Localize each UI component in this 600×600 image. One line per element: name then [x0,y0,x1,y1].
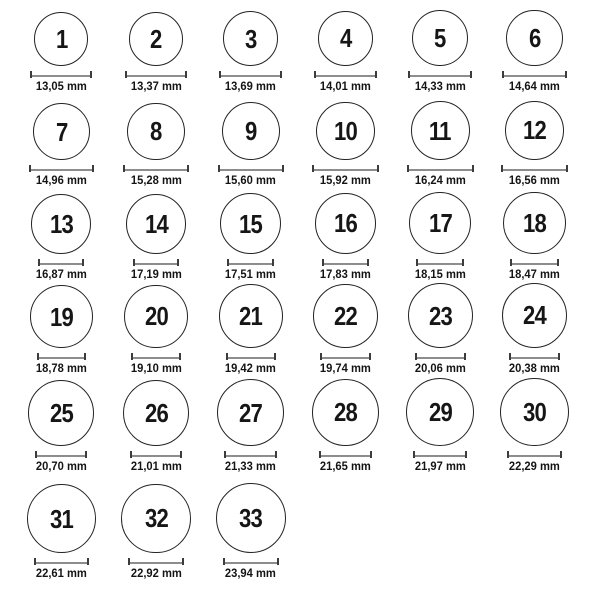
diameter-label: 14,96 mm [35,173,87,187]
ring-size-cell [393,283,488,375]
ring-circle [505,101,565,161]
ring-size-cell [487,283,582,376]
diameter-measure-line [128,558,184,565]
chart-row [14,473,582,580]
ring-size-cell [14,380,109,473]
ring-size-cell [203,379,298,473]
ring-size-number: 11 [429,115,451,146]
ring-size-cell [109,103,204,188]
ring-size-number: 26 [144,397,168,428]
diameter-label: 22,61 mm [35,566,87,580]
ring-circle [500,378,569,447]
ring-circle [223,11,278,66]
ring-size-number: 3 [244,23,257,54]
ring-circle [27,484,96,553]
ring-size-cell [298,379,393,474]
diameter-label: 18,47 mm [509,267,561,281]
ring-size-cell [14,12,109,93]
diameter-label: 23,94 mm [225,566,277,580]
ring-circle [312,379,380,447]
ring-size-number: 31 [49,503,73,534]
diameter-measure-line [510,259,559,266]
chart-row [14,9,582,93]
diameter-label: 13,37 mm [130,79,182,93]
diameter-measure-line [502,71,567,78]
diameter-label: 20,38 mm [509,361,561,375]
diameter-label: 19,74 mm [319,361,371,375]
ring-size-number: 29 [428,397,452,427]
diameter-label: 19,42 mm [225,361,277,375]
ring-size-number: 22 [333,300,357,331]
diameter-label: 21,97 mm [414,459,466,473]
diameter-measure-line [320,353,371,360]
diameter-measure-line [223,558,279,565]
ring-size-cell [298,102,393,188]
ring-size-cell [14,103,109,187]
diameter-measure-line [227,259,274,266]
ring-circle [409,192,471,254]
ring-size-number: 1 [55,24,68,54]
diameter-measure-line [218,165,284,172]
diameter-measure-line [38,259,84,266]
ring-size-number: 27 [239,397,263,428]
ring-size-cell [393,192,488,281]
diameter-measure-line [413,451,467,458]
ring-size-number: 9 [244,116,257,146]
diameter-label: 18,15 mm [414,267,466,281]
ring-size-cell [203,102,298,187]
ring-circle [217,379,284,446]
ring-size-number: 19 [49,301,73,332]
ring-circle [31,194,91,254]
ring-size-number: 24 [523,300,547,331]
diameter-measure-line [407,165,474,172]
ring-size-number: 21 [239,301,263,331]
diameter-label: 17,83 mm [319,267,371,281]
ring-size-cell [298,193,393,282]
ring-size-cell [298,284,393,376]
ring-size-number: 16 [333,208,357,239]
diameter-label: 13,69 mm [225,79,277,93]
ring-size-cell [393,378,488,473]
ring-size-number: 6 [528,22,541,53]
diameter-label: 20,70 mm [35,459,87,473]
ring-size-number: 7 [55,116,68,147]
ring-circle [216,483,286,553]
ring-size-cell [109,194,204,282]
ring-size-cell [393,10,488,93]
ring-size-cell [203,193,298,281]
ring-circle [28,380,94,446]
ring-circle [220,193,281,254]
diameter-measure-line [34,558,89,565]
diameter-measure-line [415,353,466,360]
diameter-label: 14,64 mm [509,79,561,93]
ring-circle [318,11,374,67]
diameter-measure-line [29,165,94,172]
diameter-measure-line [35,451,87,458]
ring-size-number: 15 [239,208,263,239]
chart-row [14,281,582,375]
ring-circle [127,103,185,161]
ring-size-cell [203,483,298,580]
diameter-measure-line [322,259,370,266]
diameter-label: 21,33 mm [225,459,277,473]
ring-size-cell [14,285,109,375]
ring-size-number: 18 [523,207,547,238]
chart-row [14,187,582,281]
diameter-measure-line [133,259,180,266]
diameter-measure-line [501,165,569,172]
ring-size-cell [487,101,582,188]
ring-circle [126,194,187,255]
ring-size-cell [487,378,582,474]
ring-circle [503,192,566,255]
diameter-label: 19,10 mm [130,361,182,375]
diameter-label: 15,92 mm [319,173,371,187]
diameter-label: 16,56 mm [509,173,561,187]
diameter-measure-line [319,451,373,458]
diameter-label: 21,01 mm [130,459,182,473]
chart-row [14,93,582,187]
ring-size-number: 13 [49,209,73,239]
ring-circle [129,12,184,67]
ring-size-cell [487,192,582,282]
diameter-label: 22,92 mm [130,566,182,580]
ring-circle [121,484,191,554]
ring-circle [315,193,377,255]
ring-size-cell [14,194,109,281]
ring-size-cell [109,380,204,474]
diameter-label: 20,06 mm [414,361,466,375]
ring-circle [222,102,280,160]
diameter-label: 15,60 mm [225,173,277,187]
ring-size-number: 10 [333,115,357,146]
diameter-measure-line [408,71,472,78]
diameter-measure-line [30,71,92,78]
diameter-measure-line [226,353,276,360]
ring-size-number: 4 [339,23,352,54]
ring-size-number: 2 [150,23,162,54]
ring-circle [124,285,188,349]
diameter-measure-line [219,71,282,78]
ring-size-number: 20 [144,301,168,332]
ring-circle [411,101,470,160]
ring-circle [412,10,468,66]
diameter-label: 22,29 mm [509,459,561,473]
diameter-measure-line [131,353,181,360]
ring-size-number: 33 [239,503,263,533]
diameter-label: 14,33 mm [414,79,466,93]
ring-size-cell [298,11,393,94]
ring-size-number: 23 [428,300,452,331]
ring-circle [219,284,283,348]
ring-size-cell [109,484,204,581]
ring-size-cell [109,12,204,94]
ring-size-cell [203,284,298,375]
diameter-measure-line [312,165,379,172]
ring-circle [123,380,190,447]
ring-size-cell [203,11,298,93]
ring-size-cell [14,484,109,580]
chart-row [14,375,582,473]
ring-circle [33,103,90,160]
ring-circle [406,378,474,446]
diameter-label: 13,05 mm [35,79,87,93]
ring-circle [313,284,378,349]
diameter-label: 16,24 mm [414,173,466,187]
ring-size-number: 5 [434,23,446,53]
ring-size-number: 14 [144,208,168,239]
diameter-label: 15,28 mm [130,173,182,187]
ring-size-number: 17 [428,208,452,238]
ring-circle [502,283,568,349]
diameter-label: 17,51 mm [225,267,277,281]
ring-circle [34,12,88,66]
ring-size-cell [393,101,488,187]
ring-circle [316,102,375,161]
diameter-label: 18,78 mm [35,361,87,375]
diameter-measure-line [224,451,277,458]
ring-size-cell [109,285,204,376]
ring-size-number: 25 [49,398,73,428]
diameter-label: 21,65 mm [319,459,371,473]
diameter-label: 16,87 mm [35,267,87,281]
diameter-measure-line [509,353,561,360]
diameter-measure-line [125,71,188,78]
diameter-measure-line [314,71,378,78]
ring-size-number: 8 [150,116,162,147]
ring-size-number: 12 [523,115,547,146]
ring-size-number: 28 [333,397,357,428]
diameter-measure-line [130,451,183,458]
diameter-label: 17,19 mm [130,267,182,281]
diameter-label: 14,01 mm [319,79,371,93]
ring-circle [30,285,93,348]
ring-size-cell [487,10,582,94]
diameter-measure-line [507,451,562,458]
diameter-measure-line [123,165,189,172]
ring-circle [408,283,473,348]
ring-size-number: 30 [523,396,547,427]
ring-size-number: 32 [144,503,168,534]
ring-circle [506,10,563,67]
diameter-measure-line [37,353,86,360]
diameter-measure-line [416,259,464,266]
